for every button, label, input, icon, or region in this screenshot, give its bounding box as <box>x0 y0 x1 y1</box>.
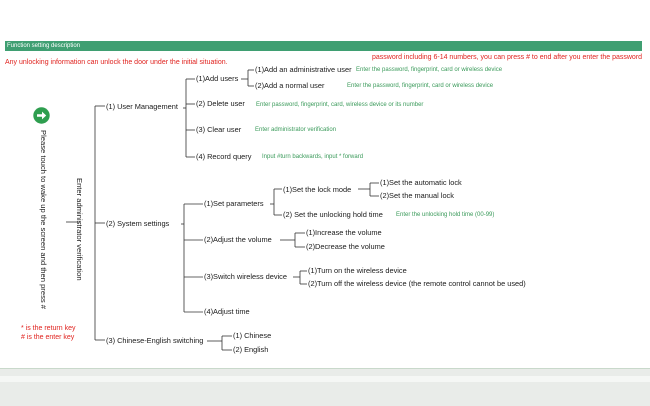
menu-auto-lock: (1)Set the automatic lock <box>380 178 462 187</box>
menu-add-users: (1)Add users <box>196 74 239 83</box>
menu-record-query: (4) Record query <box>196 152 252 161</box>
notice-text: Any unlocking information can unlock the door under the initial situation. <box>5 59 228 66</box>
menu-adjust-volume: (2)Adjust the volume <box>204 235 272 244</box>
menu-set-parameters: (1)Set parameters <box>204 199 264 208</box>
record-query-hint: Input #turn backwards, input * forward <box>262 154 364 160</box>
unlock-hold-hint: Enter the unlocking hold time (00-99) <box>396 212 495 218</box>
menu-add-normal: (2)Add a normal user <box>255 81 325 90</box>
menu-set-lock-mode: (1)Set the lock mode <box>283 185 352 194</box>
menu-user-management: (1) User Management <box>106 102 178 111</box>
return-key-note: * is the return key <box>21 325 76 332</box>
menu-adjust-time: (4)Adjust time <box>204 307 250 316</box>
menu-wireless-on: (1)Turn on the wireless device <box>308 266 407 275</box>
footer-strip <box>0 376 650 382</box>
menu-increase-volume: (1)Increase the volume <box>306 228 382 237</box>
add-admin-hint: Enter the password, fingerprint, card or wireless device <box>356 67 503 73</box>
menu-clear-user: (3) Clear user <box>196 125 242 134</box>
menu-wireless-off: (2)Turn off the wireless device (the remote control cannot be used) <box>308 279 526 288</box>
menu-system-settings: (2) System settings <box>106 219 170 228</box>
arrow-right-circle-icon <box>33 107 50 124</box>
wake-instruction: Please touch to wake up the screen and then press # <box>39 130 48 309</box>
menu-chinese: (1) Chinese <box>233 331 272 340</box>
menu-delete-user: (2) Delete user <box>196 99 245 108</box>
menu-unlock-hold-time: (2) Set the unlocking hold time <box>283 210 383 219</box>
header-title: Function setting description <box>7 43 81 49</box>
password-note: password including 6-14 numbers, you can press # to end after you enter the password <box>372 54 643 61</box>
admin-verify-instruction: Enter administrator verification <box>75 178 84 281</box>
menu-add-admin: (1)Add an administrative user <box>255 65 352 74</box>
menu-switch-wireless: (3)Switch wireless device <box>204 272 287 281</box>
add-normal-hint: Enter the password, fingerprint, card or wireless device <box>347 83 494 89</box>
menu-decrease-volume: (2)Decrease the volume <box>306 242 385 251</box>
menu-language-switch: (3) Chinese-English switching <box>106 336 204 345</box>
clear-user-hint: Enter administrator verification <box>255 127 337 133</box>
footer-band <box>0 369 650 406</box>
menu-manual-lock: (2)Set the manual lock <box>380 191 454 200</box>
enter-key-note: # is the enter key <box>21 334 75 341</box>
menu-english: (2) English <box>233 345 269 354</box>
delete-user-hint: Enter password, fingerprint, card, wireless device or its number <box>256 102 424 108</box>
